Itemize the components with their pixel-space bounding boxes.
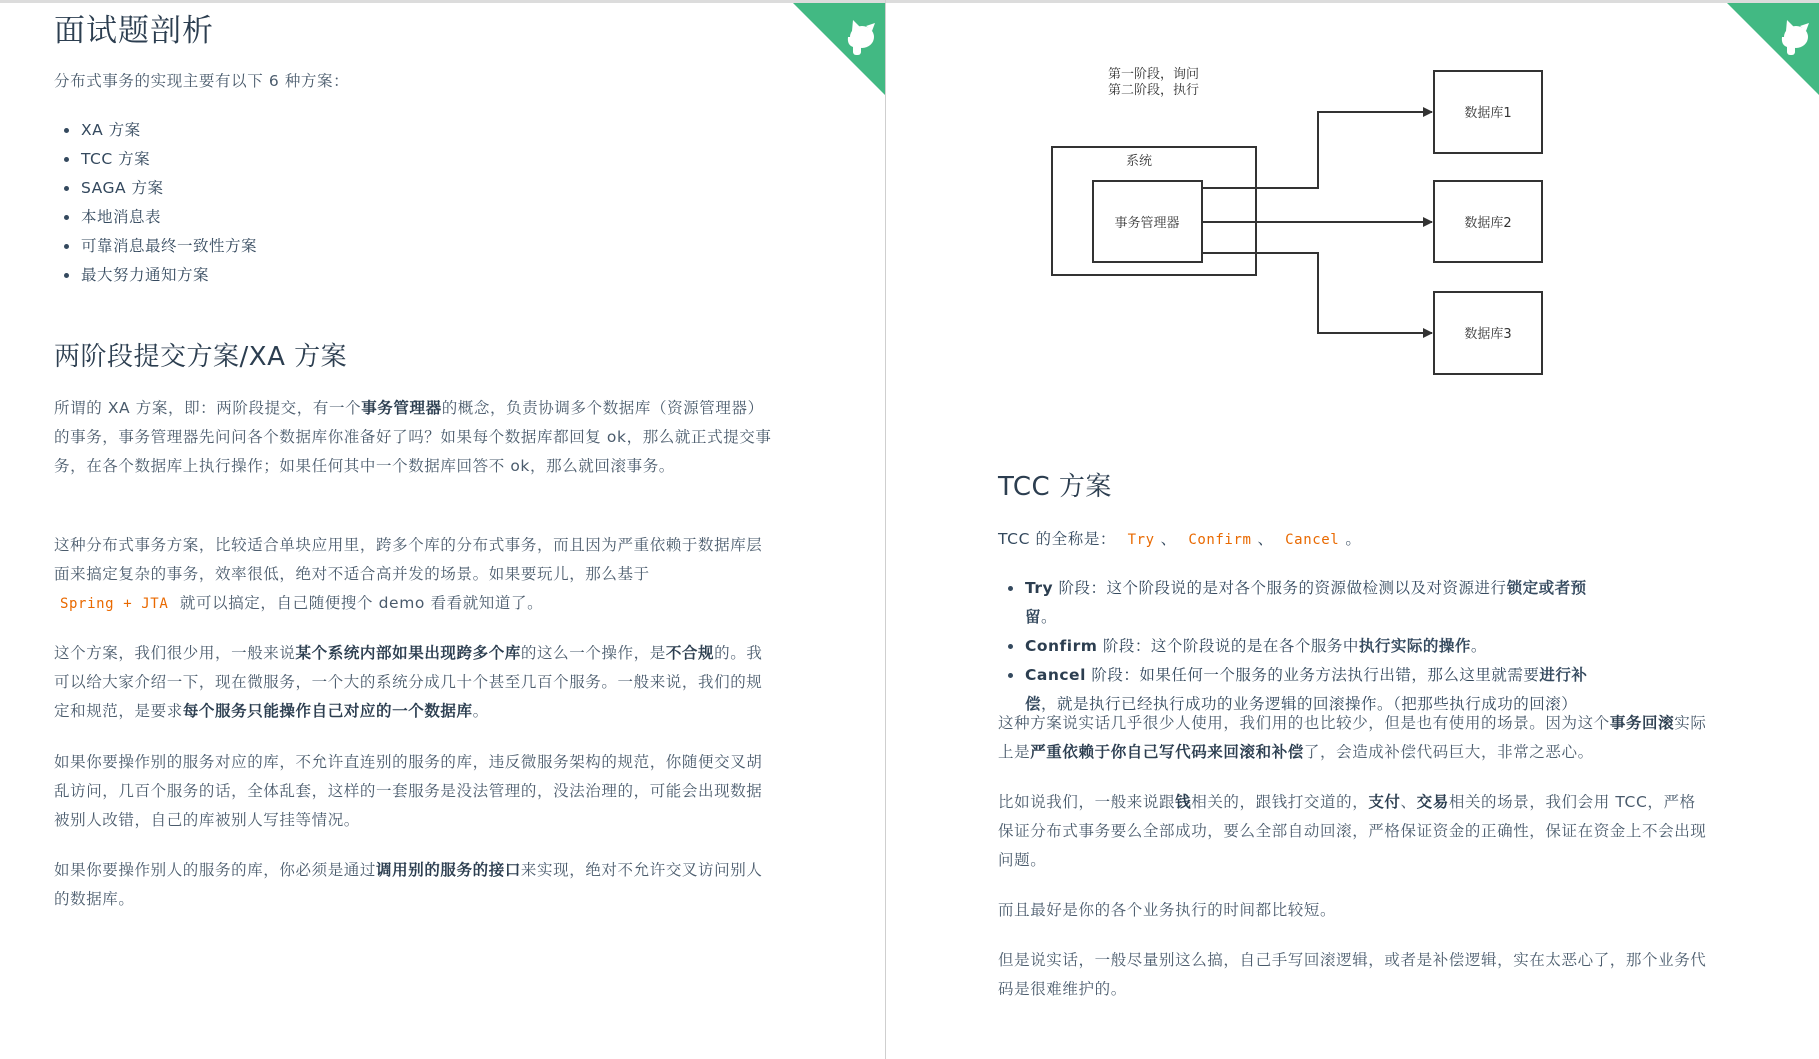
text-run: ，就是执行已经执行成功的业务逻辑的回滚操作。（把那些执行成功的回滚） bbox=[1041, 695, 1578, 713]
solution-item: 本地消息表 bbox=[54, 203, 257, 232]
bold-text: 严重依赖于你自己写代码来回滚和补偿 bbox=[1030, 743, 1304, 761]
text-run: 这种方案说实话几乎很少人使用，我们用的也比较少，但是也有使用的场景。因为这个 bbox=[998, 714, 1610, 732]
text-run: 了，会造成补偿代码巨大，非常之恶心。 bbox=[1303, 743, 1594, 761]
bold-text: 每个服务只能操作自己对应的一个数据库 bbox=[182, 702, 473, 720]
text-run: 的概念，负责协调多个数据库（资源管理器）的事务，事务管理器先问问各个数据库你准备好了吗？如果每个数据库都回复 ok，那么就正式提交事务，在各个数据库上执行操作；如果任何其中一个数据库回答不 ok，那么就回滚事务。 bbox=[54, 399, 772, 475]
bold-text: 进行补偿 bbox=[1025, 666, 1588, 713]
inline-code: Spring + JTA bbox=[60, 596, 169, 612]
page-title: 面试题剖析 bbox=[54, 13, 214, 49]
text-run: 。 bbox=[472, 702, 489, 720]
text-run: 实际上是 bbox=[998, 714, 1707, 761]
solution-item: 最大努力通知方案 bbox=[54, 261, 257, 290]
bold-text: 锁定或者预留 bbox=[1025, 579, 1587, 626]
text-run: 阶段：这个阶段说的是在各个服务中 bbox=[1097, 637, 1359, 655]
diagram-caption-line1: 第一阶段，询问 bbox=[1108, 67, 1200, 82]
phase-name: Cancel bbox=[1025, 666, 1086, 684]
tcc-paragraph-1 bbox=[998, 709, 1710, 767]
text-run: 所谓的 XA 方案，即：两阶段提交，有一个 bbox=[54, 399, 362, 417]
tcc-paragraph-2 bbox=[998, 788, 1710, 875]
arrow-to-db1 bbox=[1202, 112, 1432, 188]
text-run: 相关的场景，我们会用 TCC，严格保证分布式事务要么全部成功，要么全部自动回滚，严格保证资金的正确性，保证在资金上不会出现问题。 bbox=[998, 793, 1707, 869]
bold-text: 某个系统内部如果出现跨多个库 bbox=[295, 644, 521, 662]
left-page bbox=[0, 3, 885, 1059]
text-run: 。 bbox=[1041, 608, 1058, 626]
text-run: 就可以搞定，自己随便搜个 demo 看看就知道了。 bbox=[179, 594, 544, 612]
bold-text: 钱 bbox=[1175, 793, 1192, 811]
solution-item: SAGA 方案 bbox=[54, 174, 257, 203]
phase-name: Confirm bbox=[1025, 637, 1098, 655]
text-run: 这种分布式事务方案，比较适合单块应用里，跨多个库的分布式事务，而且因为严重依赖于数据库层面来搞定复杂的事务，效率很低，绝对不适合高并发的场景。如果要玩儿，那么基于 bbox=[54, 536, 763, 583]
database-1-label: 数据库1 bbox=[1464, 106, 1512, 121]
tcc-paragraph-3: 而且最好是你的各个业务执行的时间都比较短。 bbox=[998, 901, 1337, 919]
tcc-section-heading: TCC 方案 bbox=[998, 472, 1112, 502]
bold-text: 交易 bbox=[1416, 793, 1449, 811]
bold-text: 事务回滚 bbox=[1609, 714, 1675, 732]
tcc-paragraph-4: 但是说实话，一般尽量别这么搞，自己手写回滚逻辑，或者是补偿逻辑，实在太恶心了，那个业务代码是很难维护的。 bbox=[998, 951, 1707, 998]
xa-paragraph-4: 如果你要操作别的服务对应的库，不允许直连别的服务的库，违反微服务架构的规范，你随便交叉胡乱访问，几百个服务的话，全体乱套，这样的一套服务是没法管理的，没法治理的，可能会出现数据被别人改错，自己的库被别人写挂等情况。 bbox=[54, 753, 763, 829]
phase-item-confirm bbox=[998, 632, 1608, 661]
tcc-fullname bbox=[998, 525, 1361, 555]
tcc-phases-list bbox=[998, 574, 1608, 719]
text-run: TCC 的全称是： bbox=[998, 530, 1117, 548]
separator: 、 bbox=[1257, 530, 1274, 548]
xa-paragraph-5 bbox=[54, 856, 776, 914]
text-run: 、 bbox=[1400, 793, 1417, 811]
bold-text: 不合规 bbox=[665, 644, 715, 662]
end-mark: 。 bbox=[1345, 530, 1362, 548]
text-run: 如果你要操作别人的服务的库，你必须是通过 bbox=[54, 861, 377, 879]
xa-section-heading: 两阶段提交方案/XA 方案 bbox=[54, 342, 348, 372]
inline-code-cancel: Cancel bbox=[1285, 532, 1340, 548]
text-run: 阶段：如果任何一个服务的业务方法执行出错，那么这里就需要 bbox=[1085, 666, 1540, 684]
database-2-label: 数据库2 bbox=[1464, 216, 1512, 231]
system-label: 系统 bbox=[1126, 154, 1153, 169]
text-run: 的。我可以给大家介绍一下，现在微服务，一个大的系统分成几十个甚至几百个服务。一般来说，我们的规定和规范，是要求 bbox=[54, 644, 763, 720]
github-corner-link[interactable] bbox=[793, 3, 885, 95]
phase-name: Try bbox=[1025, 579, 1054, 597]
bold-text: 调用别的服务的接口 bbox=[376, 861, 521, 879]
xa-paragraph-1 bbox=[54, 394, 776, 481]
right-page bbox=[886, 3, 1819, 1059]
text-run: 阶段：这个阶段说的是对各个服务的资源做检测以及对资源进行 bbox=[1053, 579, 1507, 597]
text-run: 。 bbox=[1470, 637, 1487, 655]
inline-code-confirm: Confirm bbox=[1188, 532, 1252, 548]
system-box bbox=[1052, 147, 1256, 275]
diagram-caption-line2: 第二阶段，执行 bbox=[1108, 83, 1200, 98]
solutions-list bbox=[54, 116, 257, 290]
github-octocat-icon bbox=[793, 3, 885, 95]
solution-item: XA 方案 bbox=[54, 116, 257, 145]
text-run: 来实现，绝对不允许交叉访问别人的数据库。 bbox=[54, 861, 763, 908]
text-run: 的这么一个操作，是 bbox=[520, 644, 666, 662]
transaction-manager-label: 事务管理器 bbox=[1114, 216, 1180, 231]
text-run: 相关的，跟钱打交道的， bbox=[1191, 793, 1369, 811]
solution-item: 可靠消息最终一致性方案 bbox=[54, 232, 257, 261]
inline-code-try: Try bbox=[1127, 532, 1155, 548]
two-phase-commit-diagram bbox=[886, 3, 1819, 443]
database-3-label: 数据库3 bbox=[1464, 327, 1512, 342]
bold-text: 执行实际的操作 bbox=[1358, 637, 1471, 655]
separator: 、 bbox=[1160, 530, 1177, 548]
solution-item: TCC 方案 bbox=[54, 145, 257, 174]
text-run: 这个方案，我们很少用，一般来说 bbox=[54, 644, 296, 662]
xa-paragraph-2 bbox=[54, 531, 776, 619]
intro-text: 分布式事务的实现主要有以下 6 种方案： bbox=[54, 72, 350, 90]
bold-text: 事务管理器 bbox=[361, 399, 442, 417]
phase-item-try bbox=[998, 574, 1608, 632]
arrow-to-db3 bbox=[1202, 253, 1432, 333]
bold-text: 支付 bbox=[1368, 793, 1401, 811]
text-run: 比如说我们，一般来说跟 bbox=[998, 793, 1176, 811]
xa-paragraph-3 bbox=[54, 639, 776, 726]
